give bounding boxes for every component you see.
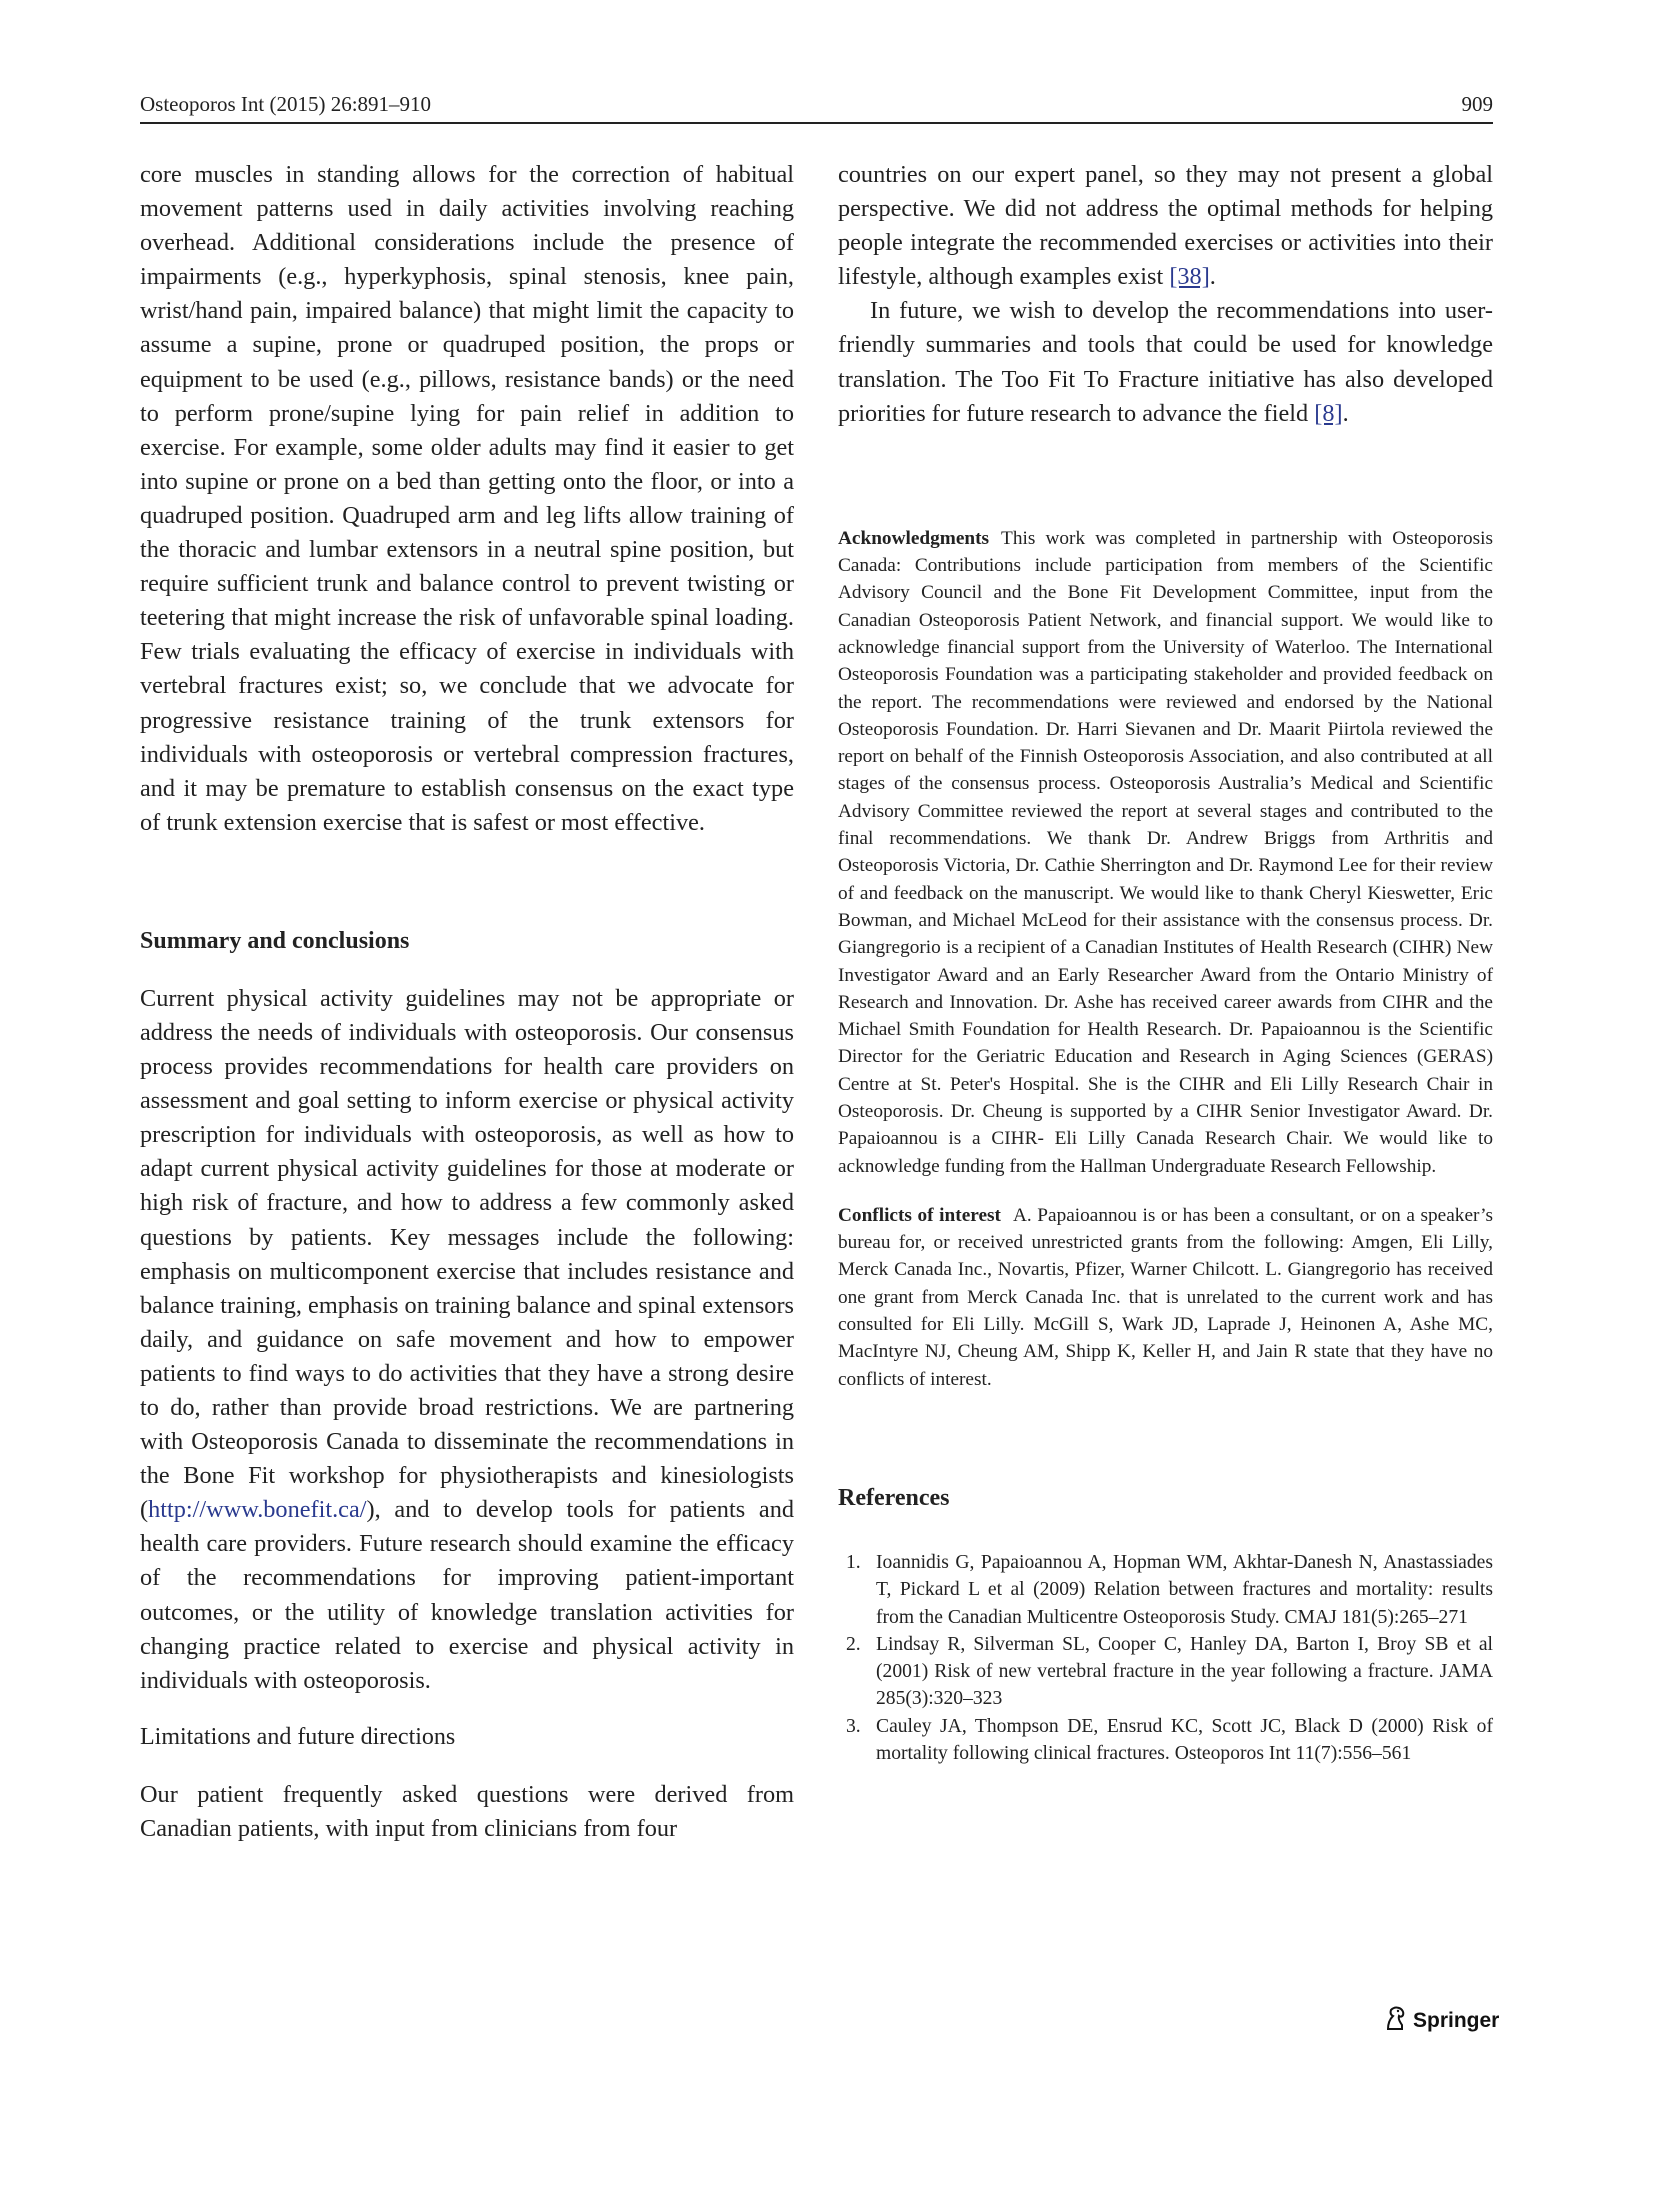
citation-link-38[interactable]: [38] [1169, 263, 1210, 291]
references-heading: References [838, 1484, 950, 1511]
reference-number: 3. [846, 1715, 861, 1737]
conflicts-label: Conflicts of interest [838, 1204, 1001, 1226]
left-column [140, 158, 794, 1846]
citation-link-8[interactable]: [8] [1314, 399, 1343, 427]
reference-number: 2. [846, 1633, 861, 1655]
right-column [838, 158, 1493, 1767]
acknowledgments-text: This work was completed in partnership with Osteoporosis Canada: Contributions include participation from members of the Scientific Advisory Council and the Bone Fit Development Committee, input from the Canadian Osteoporosis Patient Network, and financial support. We would like to acknowledge financial support from the University of Waterloo. The International Osteoporosis Foundation was a participating stakeholder and provided feedback on the report. The recommendations were reviewed and endorsed by the National Osteoporosis Foundation. Dr. Harri Sievanen and Dr. Maarit Piirtola reviewed the report on behalf of the Finnish Osteoporosis Association, and also contributed at all stages of the consensus process. Osteoporosis Australia’s Medical and Scientific Advisory Committee reviewed the report at several stages and contributed to the final recommendations. We thank Dr. Andrew Briggs from Arthritis and Osteoporosis Victoria, Dr. Cathie Sherrington and Dr. Raymond Lee for their review of and feedback on the manuscript. We would like to thank Cheryl Kieswetter, Eric Bowman, and Michael McLeod for their assistance with the consensus process. Dr. Giangregorio is a recipient of a Canadian Institutes of Health Research (CIHR) New Investigator Award and an Early Researcher Award from the Ontario Ministry of Research and Innovation. Dr. Ashe has received career awards from CIHR and the Michael Smith Foundation for Health Research. Dr. Papaioannou is the Scientific Director for the Geriatric Education and Research in Aging Sciences (GERAS) Centre at St. Peter's Hospital. She is the CIHR and Eli Lilly Research Chair in Osteoporosis. Dr. Cheung is supported by a CIHR Senior Investigator Award. Dr. Papaioannou is a CIHR- Eli Lilly Canada Research Chair. We would like to acknowledge funding from the Hallman Undergraduate Research Fellowship. [838, 527, 1493, 1177]
summary-text-part-1: Current physical activity guidelines may not be appropriate or address the needs of individuals with osteoporosis. Our consensus process provides recommendations for health care providers on assessment and goal setting to inform exercise or physical activity prescription for individuals with osteoporosis, as well as how to adapt current physical activity guidelines for those at moderate or high risk of fracture, and how to address a few commonly asked questions by patients. Key messages include the following: emphasis on multicomponent exercise that includes resistance and balance training, emphasis on training balance and spinal extensors daily, and guidance on safe movement and how to empower patients to find ways to do activities that they have a strong desire to do, rather than provide broad restrictions. We are partnering with Osteoporosis Canada to disseminate the recommendations in the Bone Fit workshop for physiotherapists and kinesiologists ( [140, 984, 794, 1524]
acknowledgments-paragraph [838, 525, 1493, 1180]
intro-paragraph: core muscles in standing allows for the correction of habitual movement patterns used in daily activities involving reaching overhead. Additional considerations include the presence of impairments (e.g., hyperkyphosis, spinal stenosis, knee pain, wrist/hand pain, impaired balance) that might limit the capacity to assume a supine, prone or quadruped position, the props or equipment to be used (e.g., pillows, resistance bands) or the need to perform prone/supine lying for pain relief in addition to exercise. For example, some older adults may find it easier to get into supine or prone on a bed than getting onto the floor, or into a quadruped position. Quadruped arm and leg lifts allow training of the thoracic and lumbar extensors in a neutral spine position, but require sufficient trunk and balance control to prevent twisting or teetering that might increase the risk of unfavorable spinal loading. Few trials evaluating the efficacy of exercise in individuals with vertebral fractures exist; so, we conclude that we advocate for progressive resistance training of the trunk extensors for individuals with osteoporosis or vertebral compression fractures, and it may be premature to establish consensus on the exact type of trunk extension exercise that is safest or most effective. [140, 161, 794, 836]
reference-text: Lindsay R, Silverman SL, Cooper C, Hanley DA, Barton I, Broy SB et al (2001) Risk of new vertebral fracture in the year following a fracture. JAMA 285(3):320–323 [876, 1633, 1493, 1710]
publisher-name: Springer [1413, 2009, 1500, 2032]
reference-text: Cauley JA, Thompson DE, Ensrud KC, Scott JC, Black D (2000) Risk of mortality following clinical fractures. Osteoporos Int 11(7):556–561 [876, 1715, 1493, 1765]
summary-heading: Summary and conclusions [140, 927, 410, 954]
limitations-paragraph: Our patient frequently asked questions were derived from Canadian patients, with input from clinicians from four [140, 1780, 794, 1842]
summary-paragraph [140, 982, 794, 1698]
bonefit-link[interactable]: http://www.bonefit.ca/ [148, 1496, 367, 1524]
continuation-text: countries on our expert panel, so they may not present a global perspective. We did not address the optimal methods for helping people integrate the recommended exercises or activities into their lifestyle, although examples exist [838, 161, 1493, 291]
limitations-heading: Limitations and future directions [140, 1723, 456, 1750]
reference-text: Ioannidis G, Papaioannou A, Hopman WM, Akhtar-Danesh N, Anastassiades T, Pickard L et al (2009) Relation between fractures and mortality: results from the Canadian Multicentre Osteoporosis Study. CMAJ 181(5):265–271 [876, 1551, 1493, 1628]
journal-citation: Osteoporos Int (2015) 26:891–910 [140, 92, 432, 116]
future-paragraph [838, 294, 1493, 430]
publisher-logo [1384, 2004, 1500, 2038]
reference-item [838, 1713, 1493, 1768]
future-text: In future, we wish to develop the recommendations into user-friendly summaries and tools that could be used for knowledge translation. The Too Fit To Fracture initiative has also developed priorities for future research to advance the field [838, 297, 1493, 427]
summary-text-part-2: ), and to develop tools for patients and health care providers. Future research should examine the efficacy of the recommendations for improving patient-important outcomes, or the utility of knowledge translation activities for changing practice related to exercise and physical activity in individuals with osteoporosis. [140, 1496, 794, 1694]
header-divider [140, 122, 1493, 124]
running-header [140, 88, 1493, 124]
springer-horse-logo-icon [1384, 2005, 1413, 2037]
conflicts-text: A. Papaioannou is or has been a consultant, or on a speaker’s bureau for, or received unrestricted grants from the following: Amgen, Eli Lilly, Merck Canada Inc., Novartis, Pfizer, Warner Chilcott. L. Giangregorio has received one grant from Merck Canada Inc. that is unrelated to the current work and has consulted for Eli Lilly. McGill S, Wark JD, Laprade J, Heinonen A, Ashe MC, MacIntyre NJ, Cheung AM, Shipp K, Keller H, and Jain R state that they have no conflicts of interest. [838, 1204, 1493, 1390]
continuation-end: . [1209, 263, 1216, 291]
future-end: . [1342, 399, 1349, 427]
reference-item [838, 1549, 1493, 1631]
acknowledgments-label: Acknowledgments [838, 527, 990, 549]
reference-number: 1. [846, 1551, 861, 1573]
page-number: 909 [1461, 92, 1493, 116]
reference-list [838, 1549, 1493, 1767]
continuation-paragraph [838, 158, 1493, 294]
conflicts-paragraph [838, 1202, 1493, 1393]
reference-item [838, 1631, 1493, 1713]
